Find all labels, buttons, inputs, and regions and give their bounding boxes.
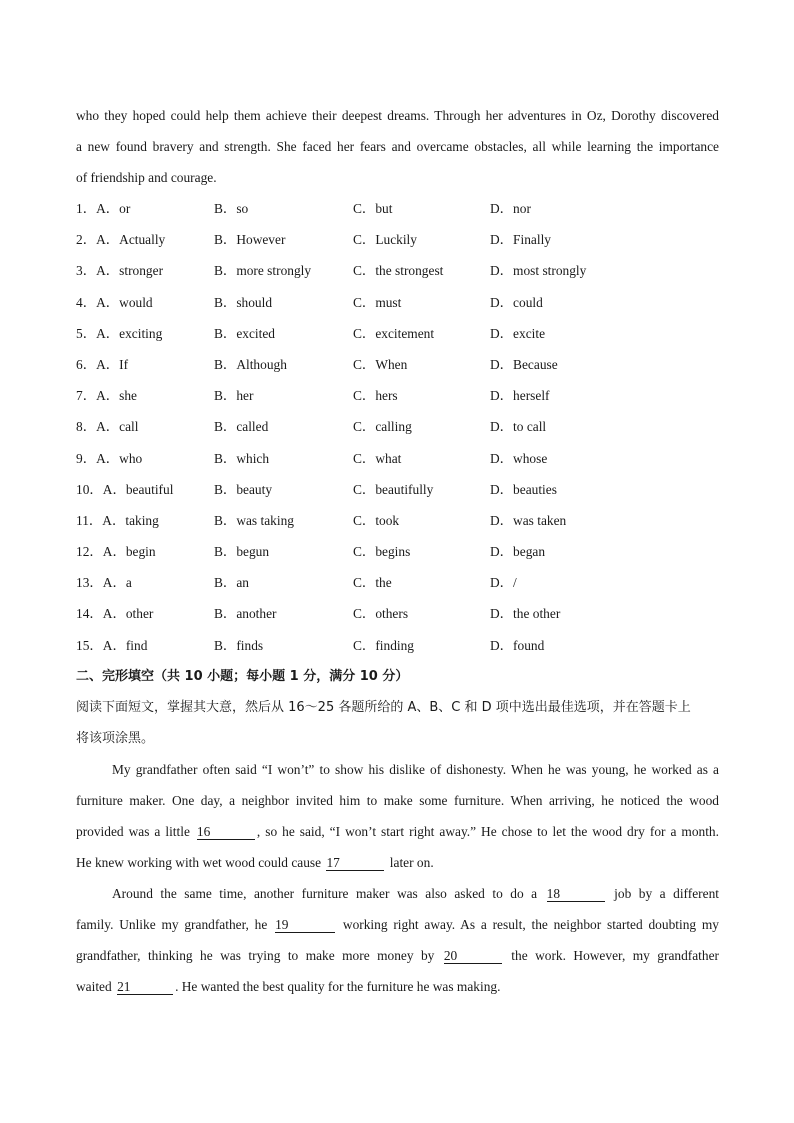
option-c: C．calling [353, 419, 412, 435]
option-a: 5．A．exciting [76, 325, 163, 341]
document-page [76, 100, 719, 1002]
option-d: D．beauties [490, 481, 557, 497]
passage-line: a new found bravery and strength. She faced her fears and overcame obstacles, all while learning the importance [76, 139, 719, 154]
option-a: 9．A．who [76, 450, 143, 466]
option-c: C．begins [353, 544, 411, 560]
option-c: C．the [353, 575, 392, 591]
answer-blank-19: 19 [275, 917, 335, 933]
question-row [76, 349, 719, 380]
cloze-text: He knew working with wet wood could cause [76, 854, 322, 870]
question-row [76, 193, 719, 224]
option-b: B．which [214, 450, 270, 466]
cloze-line [76, 816, 719, 847]
question-row [76, 505, 719, 536]
option-c: C．excitement [353, 325, 435, 341]
question-row [76, 255, 719, 286]
intro-passage [76, 100, 719, 193]
passage-line: who they hoped could help them achieve their deepest dreams. Through her adventures in Oz, Dorothy discovered [76, 108, 719, 123]
cloze-text: grandfather, thinking he was trying to make more money by [76, 947, 435, 963]
cloze-text: provided was a little [76, 823, 190, 839]
option-a: 4．A．would [76, 294, 153, 310]
option-a: 12．A．begin [76, 544, 156, 560]
option-a: 14．A．other [76, 606, 154, 622]
option-c: C．finding [353, 637, 415, 653]
cloze-text: working right away. As a result, the neighbor started doubting my [342, 916, 719, 932]
option-d: D．/ [490, 575, 517, 591]
cloze-text: later on. [389, 854, 434, 870]
option-a: 7．A．she [76, 388, 137, 404]
question-row [76, 318, 719, 349]
cloze-line [76, 878, 719, 909]
question-row [76, 474, 719, 505]
option-a: 10．A．beautiful [76, 481, 174, 497]
option-a: 6．A．If [76, 356, 129, 372]
answer-blank-17: 17 [326, 855, 384, 871]
option-b: B．an [214, 575, 249, 591]
option-b: B．beauty [214, 481, 273, 497]
option-a: 15．A．find [76, 637, 148, 653]
option-a: 3．A．stronger [76, 263, 164, 279]
passage-line: of friendship and courage. [76, 170, 217, 185]
option-d: D．excite [490, 325, 546, 341]
option-d: D．found [490, 637, 545, 653]
option-b: B．called [214, 419, 269, 435]
option-b: B．was taking [214, 512, 294, 528]
option-c: C．Luckily [353, 232, 417, 248]
option-b: B．another [214, 606, 277, 622]
option-c: C．When [353, 356, 408, 372]
cloze-text: the work. However, my grandfather [511, 947, 719, 963]
option-b: B．more strongly [214, 263, 312, 279]
question-row [76, 567, 719, 598]
instruction-line: 阅读下面短文，掌握其大意，然后从 16～25 各题所给的 A、B、C 和 D 项中选出最佳选项，并在答题卡上 [76, 699, 691, 715]
cloze-line [76, 971, 719, 1002]
cloze-text: Around the same time, another furniture maker was also asked to do a [112, 885, 538, 901]
answer-blank-21: 21 [117, 979, 173, 995]
cloze-text: family. Unlike my grandfather, he [76, 916, 268, 932]
option-c: C．the strongest [353, 263, 444, 279]
instruction-line: 将该项涂黑。 [76, 730, 155, 746]
option-b: B．begun [214, 544, 270, 560]
cloze-text: . He wanted the best quality for the furniture he was making. [175, 978, 501, 994]
option-c: C．what [353, 450, 402, 466]
question-row [76, 630, 719, 661]
option-c: C．hers [353, 388, 398, 404]
question-row [76, 598, 719, 629]
answer-blank-16: 16 [197, 824, 255, 840]
option-d: D．began [490, 544, 546, 560]
question-row [76, 443, 719, 474]
option-d: D．most strongly [490, 263, 587, 279]
answer-blank-20: 20 [444, 948, 502, 964]
option-a: 8．A．call [76, 419, 139, 435]
option-c: C．but [353, 201, 393, 216]
cloze-line [76, 847, 719, 878]
option-b: B．so [214, 201, 249, 216]
option-a: 2．A．Actually [76, 232, 166, 248]
question-row [76, 224, 719, 255]
cloze-text: waited [76, 978, 112, 994]
cloze-line [76, 940, 719, 971]
option-d: D．nor [490, 201, 531, 216]
section-heading: 二、完形填空（共 10 小题；每小题 1 分，满分 10 分） [76, 668, 409, 684]
option-d: D．the other [490, 606, 561, 622]
option-b: B．However [214, 232, 286, 248]
option-d: D．Because [490, 356, 558, 372]
cloze-text: job by a different [614, 885, 719, 901]
option-b: B．Although [214, 356, 287, 372]
option-d: D．whose [490, 450, 548, 466]
cloze-line: My grandfather often said “I won’t” to show his dislike of dishonesty. When he was young, he worked as a [112, 761, 719, 777]
option-d: D．was taken [490, 512, 567, 528]
option-c: C．took [353, 512, 400, 528]
option-a: 13．A．a [76, 575, 132, 591]
question-row [76, 411, 719, 442]
option-c: C．others [353, 606, 409, 622]
option-d: D．herself [490, 388, 550, 404]
answer-blank-18: 18 [547, 886, 605, 902]
option-b: B．excited [214, 325, 275, 341]
cloze-text: , so he said, “I won’t start right away.” He chose to let the wood dry for a month. [256, 823, 719, 839]
option-c: C．beautifully [353, 481, 434, 497]
option-c: C．must [353, 294, 402, 310]
option-a: 1．A．or [76, 201, 131, 216]
question-row [76, 380, 719, 411]
option-d: D．to call [490, 419, 547, 435]
option-b: B．her [214, 388, 254, 404]
question-row [76, 287, 719, 318]
option-d: D．could [490, 294, 543, 310]
option-b: B．should [214, 294, 273, 310]
option-a: 11．A．taking [76, 512, 159, 528]
cloze-passage [76, 754, 719, 1002]
cloze-line: furniture maker. One day, a neighbor invited him to make some furniture. When arriving, he noticed the wood [76, 792, 719, 808]
question-row [76, 536, 719, 567]
option-b: B．finds [214, 637, 264, 653]
cloze-line [76, 909, 719, 940]
option-d: D．Finally [490, 232, 552, 248]
question-list [76, 193, 719, 661]
